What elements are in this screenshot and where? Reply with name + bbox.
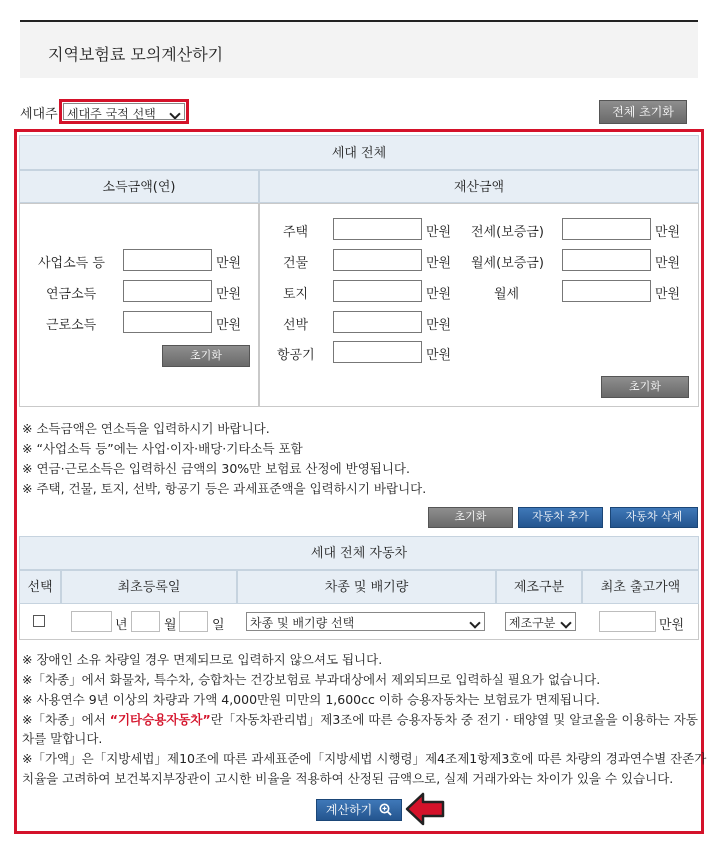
col-maker: 제조구분 xyxy=(496,570,582,604)
calculate-button[interactable] xyxy=(316,799,402,821)
vehicle-note-5-line-1: ※「가액」은「지방세법」제10조에 따른 과세표준에「지방세법 시행령」제4조제1항제3호에 따른 차량의 경과연수별 잔존가 xyxy=(22,751,707,766)
income-pension-unit: 만원 xyxy=(216,287,242,302)
household-note-2: ※ “사업소득 등”에는 사업·이자·배당·기타소득 포함 xyxy=(22,441,303,456)
property-house-unit: 만원 xyxy=(426,225,452,240)
vehicle-add-button[interactable]: 자동차 추가 xyxy=(518,507,603,528)
property-aircraft-label: 항공기 xyxy=(277,348,315,363)
income-pension-label: 연금소득 xyxy=(46,287,97,302)
property-jeonse-input[interactable] xyxy=(562,218,651,240)
income-earned-input[interactable] xyxy=(123,311,212,333)
calculate-button-label: 계산하기 xyxy=(325,803,373,817)
property-land-unit: 만원 xyxy=(426,287,452,302)
vehicle-delete-button[interactable]: 자동차 삭제 xyxy=(610,507,698,528)
registration-day-input[interactable] xyxy=(179,611,208,632)
reset-all-button[interactable]: 전체 초기화 xyxy=(599,100,687,124)
vehicle-note-5-line-2: 치율을 고려하여 보건복지부장관이 고시한 비율을 적용하여 산정된 금액으로, 실제 거래가와는 차이가 있을 수 있습니다. xyxy=(22,771,674,786)
property-land-label: 토지 xyxy=(283,287,309,302)
property-land-input[interactable] xyxy=(333,280,422,302)
first-price-input[interactable] xyxy=(599,611,656,632)
householder-label: 세대주 xyxy=(20,107,58,122)
vehicle-note-4-prefix: ※「차종」에서 xyxy=(22,712,110,727)
nationality-select-value: 세대주 국적 선택 xyxy=(67,107,156,120)
vehicle-select-checkbox[interactable] xyxy=(33,615,45,627)
property-ship-label: 선박 xyxy=(283,318,309,333)
vehicle-type-select[interactable] xyxy=(246,612,485,631)
income-business-label: 사업소득 등 xyxy=(38,256,105,271)
household-note-4: ※ 주택, 건물, 토지, 선박, 항공기 등은 과세표준액을 입력하시기 바랍니다. xyxy=(22,481,427,496)
property-aircraft-input[interactable] xyxy=(333,341,422,363)
household-section-header: 세대 전체 xyxy=(19,135,699,170)
vehicle-note-4-highlight: “기타승용자동차” xyxy=(109,712,211,727)
year-unit: 년 xyxy=(115,618,128,633)
property-ship-input[interactable] xyxy=(333,311,422,333)
col-vehicle-type: 차종 및 배기량 xyxy=(237,570,496,604)
property-jeonse-unit: 만원 xyxy=(655,225,681,240)
income-pension-input[interactable] xyxy=(123,280,212,302)
vehicle-note-4 xyxy=(22,710,698,728)
property-house-input[interactable] xyxy=(333,218,422,240)
price-unit: 만원 xyxy=(659,618,685,633)
property-jeonse-label: 전세(보증금) xyxy=(471,225,544,240)
page-title-bar xyxy=(20,20,698,78)
household-note-3: ※ 연금·근로소득은 입력하신 금액의 30%만 보험료 산정에 반영됩니다. xyxy=(22,461,410,476)
property-monthly-deposit-label: 월세(보증금) xyxy=(471,256,544,271)
household-note-1: ※ 소득금액은 연소득을 입력하시기 바랍니다. xyxy=(22,421,270,436)
property-monthly-rent-unit: 만원 xyxy=(655,287,681,302)
property-aircraft-unit: 만원 xyxy=(426,348,452,363)
vehicle-note-3: ※ 사용연수 9년 이상의 차량과 가액 4,000만원 미만의 1,600cc 이하 승용자동차는 보험료가 면제됩니다. xyxy=(22,692,601,707)
vehicle-note-1: ※ 장애인 소유 차량일 경우 면제되므로 입력하지 않으셔도 됩니다. xyxy=(22,652,383,667)
maker-select[interactable] xyxy=(505,612,576,631)
property-monthly-rent-input[interactable] xyxy=(562,280,651,302)
page-title: 지역보험료 모의계산하기 xyxy=(48,45,224,64)
property-reset-button[interactable]: 초기화 xyxy=(601,376,689,398)
vehicle-note-4-suffix: 란「자동차관리법」제3조에 따른 승용자동차 중 전기 · 태양열 및 알코올을 이용하는 자동 xyxy=(210,712,698,727)
property-building-input[interactable] xyxy=(333,249,422,271)
property-header: 재산금액 xyxy=(259,170,699,203)
property-house-label: 주택 xyxy=(283,225,309,240)
property-monthly-deposit-input[interactable] xyxy=(562,249,651,271)
col-first-registration: 최초등록일 xyxy=(61,570,237,604)
property-ship-unit: 만원 xyxy=(426,318,452,333)
vehicle-note-2: ※「차종」에서 화물차, 특수차, 승합차는 건강보험료 부과대상에서 제외되므로 입력하실 필요가 없습니다. xyxy=(22,672,601,687)
income-header: 소득금액(연) xyxy=(19,170,259,203)
magnifier-plus-icon xyxy=(379,803,392,816)
income-earned-label: 근로소득 xyxy=(46,318,97,333)
property-building-label: 건물 xyxy=(283,256,309,271)
registration-year-input[interactable] xyxy=(71,611,112,632)
col-first-price: 최초 출고가액 xyxy=(582,570,699,604)
income-earned-unit: 만원 xyxy=(216,318,242,333)
registration-month-input[interactable] xyxy=(131,611,160,632)
income-business-unit: 만원 xyxy=(216,256,242,271)
maker-select-value: 제조구분 xyxy=(509,616,556,630)
property-monthly-deposit-unit: 만원 xyxy=(655,256,681,271)
income-business-input[interactable] xyxy=(123,249,212,271)
property-monthly-rent-label: 월세 xyxy=(494,287,520,302)
month-unit: 월 xyxy=(164,618,177,633)
income-panel xyxy=(19,203,259,407)
vehicle-section-header: 세대 전체 자동차 xyxy=(19,536,699,570)
property-building-unit: 만원 xyxy=(426,256,452,271)
vehicle-reset-button[interactable]: 초기화 xyxy=(428,507,513,528)
nationality-select[interactable] xyxy=(63,103,185,120)
col-select: 선택 xyxy=(19,570,61,604)
arrow-left-icon xyxy=(404,790,446,828)
day-unit: 일 xyxy=(212,618,225,633)
vehicle-note-4-continued: 차를 말합니다. xyxy=(22,731,103,746)
income-reset-button[interactable]: 초기화 xyxy=(162,345,250,367)
vehicle-type-select-value: 차종 및 배기량 선택 xyxy=(250,616,355,630)
